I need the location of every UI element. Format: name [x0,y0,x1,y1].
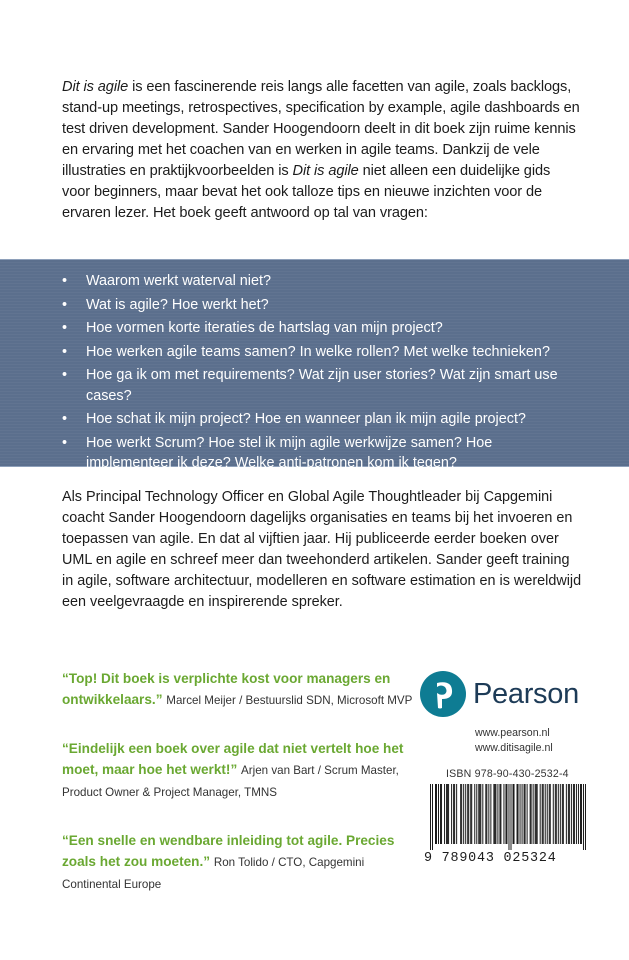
pearson-logo-icon [420,671,466,717]
barcode-bar [530,784,531,844]
question-text: Hoe vormen korte iteraties de hartslag van mijn project? [86,320,443,336]
author-bio: Als Principal Technology Officer en Global Agile Thoughtleader bij Capgemini coacht Sander Hoogendoorn dagelijks organisaties en teams bij het invoeren en toepassen van agile. En dat al vijftien jaar. Hij publiceerde eerder boeken over UML en agile en schreef meer dan tweehonderd artikelen. Sander geeft training in agile, software architectuur, modelleren en software estimation en is wereldwijd een veelgevraagde en inspirerende spreker. [62,489,582,610]
questions-band [0,259,629,471]
barcode-bar [440,784,441,844]
publisher-logo [420,664,590,724]
barcode-bar [569,784,570,844]
barcode-bar [495,784,496,844]
barcode-bar [503,784,504,844]
barcode-bar [550,784,551,844]
barcode-bar [451,784,452,844]
barcode-bar [556,784,557,844]
bullet-icon: • [62,411,68,427]
barcode-bar [447,784,448,844]
barcode-bar [522,784,523,844]
barcode-bar [494,784,495,844]
barcode-bar [497,784,498,844]
barcode-bar [506,784,507,844]
barcode-bar [583,784,584,850]
barcode-bar [499,784,500,844]
question-item [62,318,582,339]
barcode-bar [536,784,537,844]
endorsement-quote [62,668,422,711]
barcode-bar [553,784,554,844]
barcode-bar [467,784,468,844]
barcode-bar [478,784,479,844]
question-text: Wat is agile? Hoe werkt het? [86,296,269,313]
barcode-bar [448,784,449,844]
barcode-bar [456,784,457,844]
barcode-bar [453,784,454,844]
intro-paragraph [62,77,582,224]
barcode-bar [490,784,491,844]
barcode-bar [560,784,561,844]
book-title: Dit is agile [292,163,359,179]
barcode-bar [520,784,521,844]
barcode-bar [547,784,548,844]
barcode-bar [441,784,442,844]
publisher-name: Pearson [473,677,579,710]
bullet-icon: • [62,343,68,360]
barcode-bar [566,784,567,844]
barcode-bar [500,784,501,844]
barcode-bar [533,784,534,844]
barcode-bar [509,784,510,850]
barcode-bar [525,784,526,844]
barcode-bar [545,784,546,844]
bullet-icon: • [62,320,68,336]
book-title: Dit is agile [62,79,129,95]
quote-attribution: Ron Tolido / CTO, Capgemini Continental Europe [62,856,365,891]
barcode-bar [527,784,528,844]
barcode-bar [485,784,486,844]
barcode-bar [578,784,579,844]
barcode-bar [488,784,489,844]
barcode-bar [581,784,582,844]
barcode-bar [571,784,572,844]
barcode-bar [432,784,433,850]
barcode-bar [465,784,466,844]
book-url: www.ditisagile.nl [475,742,553,754]
quote-text: “Eindelijk een boek over agile dat niet vertelt hoe het moet, maar hoe het werkt!” [62,741,404,777]
barcode-bar [430,784,431,850]
barcode-bar [558,784,559,844]
barcode-bar [524,784,525,844]
barcode-bar [511,784,512,850]
barcode-bar [562,784,563,844]
bullet-icon: • [62,296,68,313]
barcode-bar [549,784,550,844]
publisher-urls [475,726,553,756]
bullet-icon: • [62,367,68,383]
barcode-bar [493,784,494,844]
question-text: Waarom werkt waterval niet? [86,273,272,289]
intro-text-1: is een fascinerende reis langs alle facetten van agile, zoals backlogs, stand-up meetings, retrospectives, specification by example, agile dashboards en test driven development. Sander Hoogendoorn deelt in dit boek zijn ruime kennis en ervaring met het coachen van en werken in agile teams. Dankzij de vele illustraties en praktijkvoorbeelden is [62,79,580,179]
questions-list [62,271,582,477]
barcode-bar [576,784,577,844]
question-text: Hoe schat ik mijn project? Hoe en wanneer plan ik mijn agile project? [86,411,526,427]
endorsement-quote [62,738,422,803]
quote-text: “Top! Dit boek is verplichte kost voor managers en ontwikkelaars.” [62,671,391,707]
barcode-bar [471,784,472,844]
barcode-bar [517,784,518,844]
barcode-bar [446,784,447,844]
barcode-bar [463,784,464,844]
barcode-bar [585,784,586,850]
question-text: Hoe werken agile teams samen? In welke rollen? Met welke technieken? [86,343,550,360]
barcode-bar [543,784,544,844]
question-item [62,409,582,430]
barcode-bar [482,784,483,844]
barcode-bar [476,784,477,844]
barcode-bar [474,784,475,844]
barcode-bar [518,784,519,844]
intro-text-2: niet alleen een duidelijke gids voor beginners, maar bevat het ook talloze tips en nieuwe inzichten voor de ervaren lezer. Het boek geeft antwoord op tal van vragen: [62,163,551,221]
quote-text: “Een snelle en wendbare inleiding tot agile. Precies zoals het zou moeten.” [62,833,395,869]
question-item [62,342,582,363]
bullet-icon: • [62,273,68,289]
barcode-bar [486,784,487,844]
barcode-bar [479,784,480,844]
barcode-bar [435,784,436,844]
barcode-bar [438,784,439,844]
barcode-bar [531,784,532,844]
question-text: Hoe werkt Scrum? Hoe stel ik mijn agile werkwijze samen? Hoe implementeer ik deze? Welke anti-patronen kom ik tegen? [86,434,493,471]
barcode-bar [460,784,461,844]
barcode-bar [454,784,455,844]
question-text: Hoe ga ik om met requirements? Wat zijn user stories? Wat zijn smart use cases? [86,367,558,404]
barcode-bar [580,784,581,844]
barcode-bar [436,784,437,844]
barcode-bar [563,784,564,844]
bullet-icon: • [62,434,68,451]
publisher-url: www.pearson.nl [475,727,550,739]
barcode-bar [514,784,515,844]
question-item [62,295,582,316]
barcode-bar [574,784,575,844]
barcode-bar [540,784,541,844]
endorsement-quote [62,830,422,895]
barcode-digits: 9 789043 025324 [424,851,557,866]
barcode-bar [505,784,506,844]
quote-attribution: Marcel Meijer / Bestuurslid SDN, Microsoft MVP [166,694,413,707]
barcode-bar [468,784,469,844]
barcode-bar [535,784,536,844]
barcode-bar [480,784,481,844]
question-item [62,365,582,406]
isbn-label: ISBN 978-90-430-2532-4 [446,768,569,780]
barcode-bar [444,784,445,844]
barcode-bar [568,784,569,844]
barcode-bar [470,784,471,844]
barcode-bar [573,784,574,844]
barcode-bar [513,784,514,844]
question-item [62,271,582,292]
barcode-bar [555,784,556,844]
quote-attribution: Arjen van Bart / Scrum Master, Product Owner & Project Manager, TMNS [62,764,399,799]
barcode-icon [430,784,586,850]
barcode-bar [537,784,538,844]
barcode-bar [542,784,543,844]
barcode-bar [461,784,462,844]
question-item [62,433,582,474]
